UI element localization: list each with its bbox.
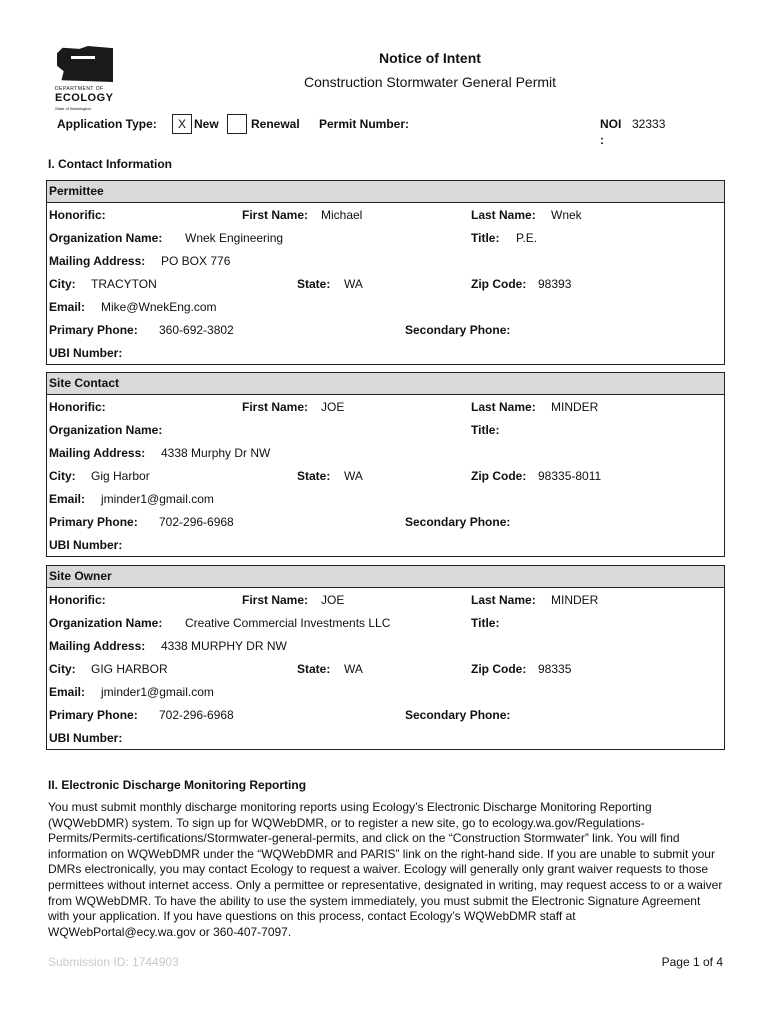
permittee-title: P.E. [516, 231, 538, 245]
email-label: Email: [49, 685, 86, 699]
site-contact-city: Gig Harbor [91, 469, 150, 483]
site-owner-box [46, 565, 725, 750]
permittee-email-row [47, 295, 724, 318]
site-contact-last-name: MINDER [551, 400, 599, 414]
site-contact-header: Site Contact [47, 373, 724, 395]
page-number: Page 1 of 4 [661, 955, 723, 969]
ubi-label: UBI Number: [49, 731, 123, 745]
primary-phone-label: Primary Phone: [49, 515, 138, 529]
site-owner-city: GIG HARBOR [91, 662, 168, 676]
ecology-logo [55, 46, 117, 114]
site-owner-last-name: MINDER [551, 593, 599, 607]
permittee-org: Wnek Engineering [185, 231, 284, 245]
city-label: City: [49, 469, 76, 483]
permittee-city-row [47, 272, 724, 295]
site-owner-org-row [47, 611, 724, 634]
logo-state-text: State of Washington [55, 106, 91, 111]
washington-map-icon [57, 46, 113, 82]
last-name-label: Last Name: [471, 593, 536, 607]
site-owner-state: WA [344, 662, 363, 676]
application-type-label: Application Type: [57, 117, 157, 131]
permittee-first-name: Michael [321, 208, 363, 222]
site-owner-primary-phone: 702-296-6968 [159, 708, 234, 722]
permittee-city: TRACYTON [91, 277, 157, 291]
site-owner-city-row [47, 657, 724, 680]
first-name-label: First Name: [242, 208, 309, 222]
email-label: Email: [49, 492, 86, 506]
secondary-phone-label: Secondary Phone: [405, 708, 511, 722]
permit-number-label: Permit Number: [319, 117, 410, 131]
org-label: Organization Name: [49, 231, 163, 245]
zip-label: Zip Code: [471, 277, 527, 291]
title-label: Title: [471, 423, 500, 437]
noi-colon: : [600, 133, 604, 147]
permittee-name-row [47, 203, 724, 226]
site-contact-mailing-row [47, 441, 724, 464]
honorific-label: Honorific: [49, 593, 106, 607]
submission-id: Submission ID: 1744903 [48, 955, 179, 969]
site-owner-name-row [47, 588, 724, 611]
permittee-mailing-row [47, 249, 724, 272]
logo-name-text: ECOLOGY [55, 92, 114, 104]
state-label: State: [297, 662, 331, 676]
site-contact-org-row [47, 418, 724, 441]
ubi-label: UBI Number: [49, 346, 123, 360]
secondary-phone-label: Secondary Phone: [405, 323, 511, 337]
honorific-label: Honorific: [49, 208, 106, 222]
site-owner-org: Creative Commercial Investments LLC [185, 616, 391, 630]
mailing-label: Mailing Address: [49, 446, 146, 460]
site-contact-first-name: JOE [321, 400, 345, 414]
permittee-mailing: PO BOX 776 [161, 254, 231, 268]
site-contact-email-row [47, 487, 724, 510]
site-contact-box [46, 372, 725, 557]
site-contact-phone-row [47, 510, 724, 533]
document-subtitle: Construction Stormwater General Permit [303, 74, 557, 90]
permittee-ubi-row [47, 341, 724, 364]
site-owner-mailing-row [47, 634, 724, 657]
primary-phone-label: Primary Phone: [49, 708, 138, 722]
site-owner-email: jminder1@gmail.com [101, 685, 214, 699]
site-contact-city-row [47, 464, 724, 487]
site-owner-ubi-row [47, 726, 724, 749]
ubi-label: UBI Number: [49, 538, 123, 552]
new-label: New [194, 117, 219, 131]
site-contact-mailing: 4338 Murphy Dr NW [161, 446, 271, 460]
state-label: State: [297, 469, 331, 483]
state-label: State: [297, 277, 331, 291]
title-label: Title: [471, 231, 500, 245]
city-label: City: [49, 277, 76, 291]
permittee-email: Mike@WnekEng.com [101, 300, 217, 314]
zip-label: Zip Code: [471, 469, 527, 483]
mailing-label: Mailing Address: [49, 639, 146, 653]
permittee-phone-row [47, 318, 724, 341]
site-contact-name-row [47, 395, 724, 418]
mailing-label: Mailing Address: [49, 254, 146, 268]
site-owner-header: Site Owner [47, 566, 724, 588]
permittee-primary-phone: 360-692-3802 [159, 323, 234, 337]
site-owner-mailing: 4338 MURPHY DR NW [161, 639, 287, 653]
zip-label: Zip Code: [471, 662, 527, 676]
site-owner-phone-row [47, 703, 724, 726]
new-checkbox[interactable]: X [172, 114, 192, 134]
permittee-box [46, 180, 725, 365]
site-contact-state: WA [344, 469, 363, 483]
last-name-label: Last Name: [471, 208, 536, 222]
site-contact-zip: 98335-8011 [538, 469, 602, 483]
permittee-header: Permittee [47, 181, 724, 203]
permittee-zip: 98393 [538, 277, 572, 291]
first-name-label: First Name: [242, 593, 309, 607]
first-name-label: First Name: [242, 400, 309, 414]
site-owner-first-name: JOE [321, 593, 345, 607]
section-contact-title: I. Contact Information [48, 157, 172, 171]
email-label: Email: [49, 300, 86, 314]
document-title: Notice of Intent [379, 50, 481, 66]
secondary-phone-label: Secondary Phone: [405, 515, 511, 529]
noi-label: NOI [600, 117, 622, 131]
primary-phone-label: Primary Phone: [49, 323, 138, 337]
city-label: City: [49, 662, 76, 676]
permittee-org-row [47, 226, 724, 249]
last-name-label: Last Name: [471, 400, 536, 414]
site-owner-email-row [47, 680, 724, 703]
renewal-checkbox[interactable] [227, 114, 247, 134]
permittee-last-name: Wnek [551, 208, 582, 222]
honorific-label: Honorific: [49, 400, 106, 414]
title-label: Title: [471, 616, 500, 630]
site-contact-ubi-row [47, 533, 724, 556]
noi-value: 32333 [632, 117, 666, 131]
site-contact-email: jminder1@gmail.com [101, 492, 214, 506]
renewal-label: Renewal [251, 117, 300, 131]
logo-dept-text: DEPARTMENT OF [55, 86, 104, 92]
site-owner-zip: 98335 [538, 662, 572, 676]
permittee-state: WA [344, 277, 363, 291]
org-label: Organization Name: [49, 423, 163, 437]
edmr-paragraph: You must submit monthly discharge monitoring reports using Ecology’s Electronic Discharge Monitoring Reporting (WQWebDMR) system. To sign up for WQWebDMR, or to register a new site, go to ecology.wa.gov/Regulations-Permits/Permits-certifications/Stormwater-general-permits, and click on the “Construction Stormwater” link. You will find information on WQWebDMR under the “WQWebDMR and PARIS” link on the right-hand side. If you are unable to submit your DMRs electronically, you may contact Ecology to request a waiver. Ecology will generally only grant waiver requests to those permittees without internet access. Only a permittee or representative, designated in writing, may request access to or a waiver from WQWebDMR. To have the ability to use the system immediately, you must submit the Electronic Signature Agreement with your application. If you have questions on this process, contact Ecology’s WQWebDMR staff at WQWebPortal@ecy.wa.gov or 360-407-7097. [48, 800, 723, 939]
section-edmr-title: II. Electronic Discharge Monitoring Reporting [48, 778, 307, 792]
org-label: Organization Name: [49, 616, 163, 630]
site-contact-primary-phone: 702-296-6968 [159, 515, 234, 529]
